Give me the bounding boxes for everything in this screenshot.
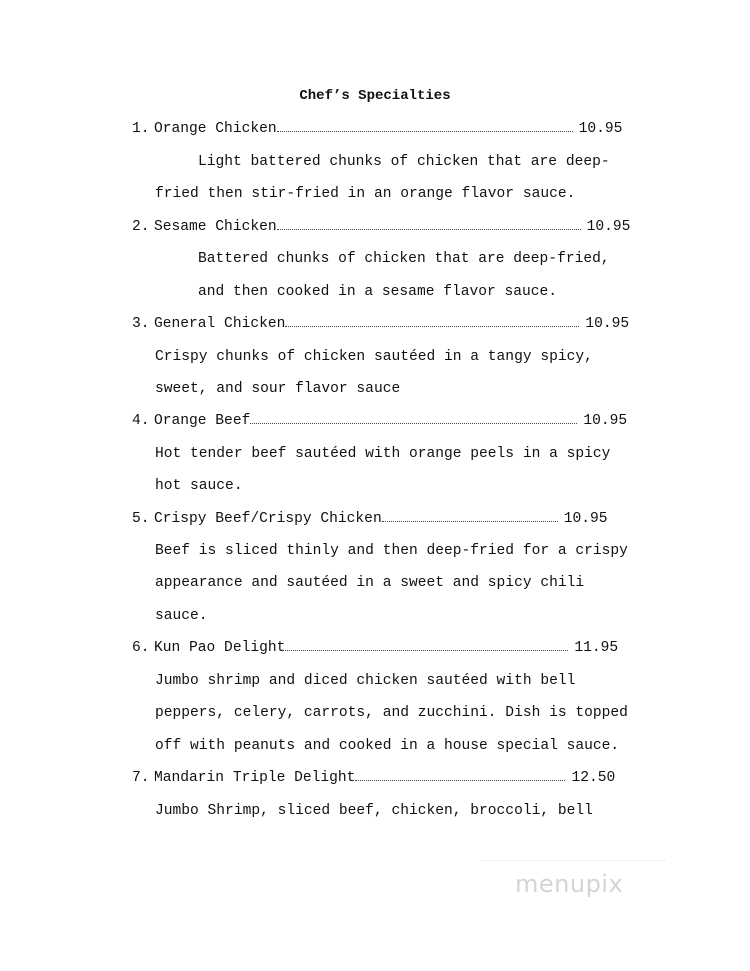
item-number: 6. xyxy=(132,640,150,656)
item-price: 10.95 xyxy=(586,219,631,235)
item-name: General Chicken xyxy=(154,316,286,332)
leader-dots xyxy=(250,414,577,424)
menu-item xyxy=(132,639,618,657)
item-price: 10.95 xyxy=(578,121,623,137)
item-description: Light battered chunks of chicken that are deep- xyxy=(198,154,610,170)
menu-item xyxy=(132,120,622,138)
menu-item xyxy=(132,769,615,787)
item-description: Battered chunks of chicken that are deep-fried, xyxy=(198,251,610,267)
item-description: Beef is sliced thinly and then deep-fried for a crispy xyxy=(155,543,628,559)
item-name: Orange Chicken xyxy=(154,121,277,137)
leader-dots xyxy=(277,220,581,230)
item-description: hot sauce. xyxy=(155,478,243,494)
item-price: 10.95 xyxy=(563,511,608,527)
item-description: sauce. xyxy=(155,608,208,624)
item-name: Crispy Beef/Crispy Chicken xyxy=(154,511,382,527)
item-description: off with peanuts and cooked in a house special sauce. xyxy=(155,738,620,754)
menu-item xyxy=(132,218,630,236)
item-name: Orange Beef xyxy=(154,413,251,429)
item-number: 5. xyxy=(132,511,150,527)
item-name: Sesame Chicken xyxy=(154,219,277,235)
item-description: Jumbo Shrimp, sliced beef, chicken, broccoli, bell xyxy=(155,803,593,819)
item-description: appearance and sautéed in a sweet and spicy chili xyxy=(155,575,585,591)
item-description: fried then stir-fried in an orange flavor sauce. xyxy=(155,186,576,202)
item-price: 12.50 xyxy=(571,770,616,786)
leader-dots xyxy=(285,317,579,327)
leader-dots xyxy=(277,122,573,132)
item-number: 1. xyxy=(132,121,150,137)
watermark-rule xyxy=(480,860,665,861)
item-price: 10.95 xyxy=(583,413,628,429)
item-description: Hot tender beef sautéed with orange peels in a spicy xyxy=(155,446,611,462)
page-title: Chef’s Specialties xyxy=(299,88,451,104)
leader-dots xyxy=(285,641,568,651)
item-description: peppers, celery, carrots, and zucchini. Dish is topped xyxy=(155,705,628,721)
item-name: Kun Pao Delight xyxy=(154,640,286,656)
item-number: 3. xyxy=(132,316,150,332)
item-name: Mandarin Triple Delight xyxy=(154,770,356,786)
item-price: 11.95 xyxy=(574,640,619,656)
menu-item xyxy=(132,315,629,333)
item-number: 2. xyxy=(132,219,150,235)
menu-item xyxy=(132,510,608,528)
item-price: 10.95 xyxy=(585,316,630,332)
item-number: 7. xyxy=(132,770,150,786)
item-description: Jumbo shrimp and diced chicken sautéed with bell xyxy=(155,673,576,689)
item-number: 4. xyxy=(132,413,150,429)
item-description: and then cooked in a sesame flavor sauce. xyxy=(198,284,558,300)
leader-dots xyxy=(355,771,565,781)
item-description: Crispy chunks of chicken sautéed in a tangy spicy, xyxy=(155,349,593,365)
menu-item xyxy=(132,412,627,430)
item-description: sweet, and sour flavor sauce xyxy=(155,381,401,397)
watermark-logo: menupix xyxy=(515,870,624,898)
leader-dots xyxy=(382,512,558,522)
